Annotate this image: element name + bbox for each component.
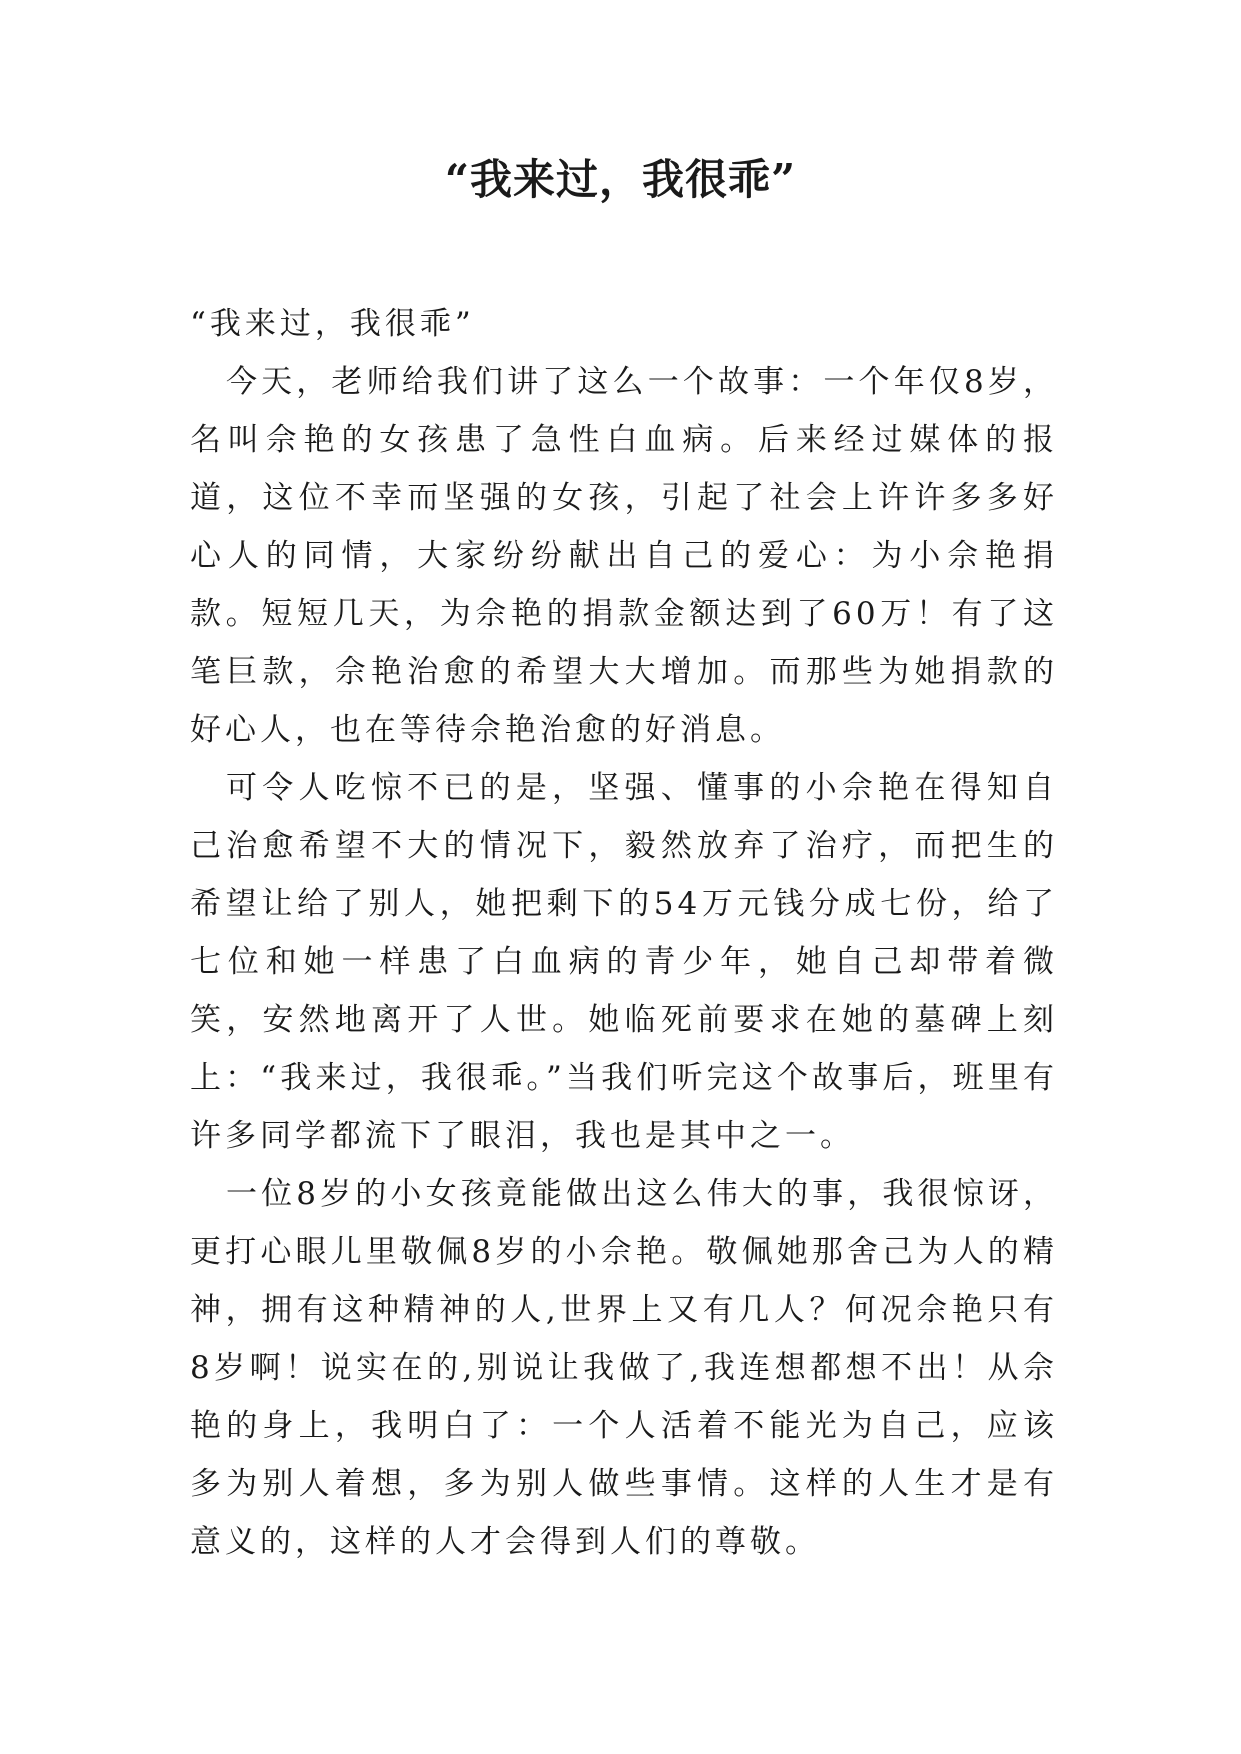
- paragraph-2: 可令人吃惊不已的是，坚强、懂事的小佘艳在得知自己治愈希望不大的情况下，毅然放弃了治疗，而把生的希望让给了别人，她把剩下的54万元钱分成七份，给了七位和她一样患了白血病的青少年，她自己却带着微笑，安然地离开了人世。她临死前要求在她的墓碑上刻上：“我来过，我很乖。”当我们听完这个故事后，班里有许多同学都流下了眼泪，我也是其中之一。: [190, 770, 1058, 1154]
- paragraph-3: 一位8岁的小女孩竟能做出这么伟大的事，我很惊讶，更打心眼儿里敬佩8岁的小佘艳。敬佩她那舍己为人的精神，拥有这种精神的人,世界上又有几人？何况佘艳只有8岁啊！说实在的,别说让我做了,我连想都想不出！从佘艳的身上，我明白了：一个人活着不能光为自己，应该多为别人着想，多为别人做些事情。这样的人生才是有意义的，这样的人才会得到人们的尊敬。: [190, 1176, 1058, 1560]
- paragraph-1: 今天，老师给我们讲了这么一个故事：一个年仅8岁，名叫佘艳的女孩患了急性白血病。后来经过媒体的报道，这位不幸而坚强的女孩，引起了社会上许许多多好心人的同情，大家纷纷献出自己的爱心：为小佘艳捐款。短短几天，为佘艳的捐款金额达到了60万！有了这笔巨款，佘艳治愈的希望大大增加。而那些为她捐款的好心人，也在等待佘艳治愈的好消息。: [190, 364, 1058, 748]
- document-title: “我来过，我很乖”: [444, 155, 797, 204]
- document-body: [190, 295, 1058, 1571]
- document-subtitle: “我来过，我很乖”: [190, 306, 475, 342]
